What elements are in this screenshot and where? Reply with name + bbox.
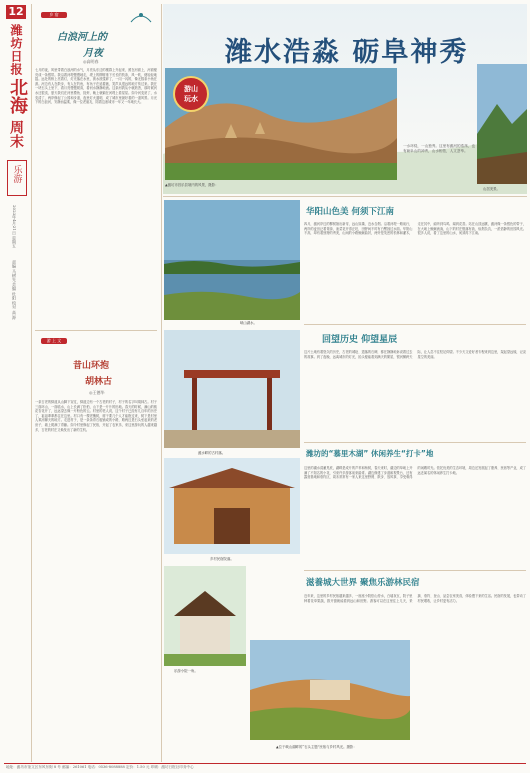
village-photo	[164, 330, 300, 448]
left-divider	[35, 330, 157, 331]
banner-divider	[163, 196, 527, 197]
section2-title: 回望历史 仰望星辰	[322, 335, 398, 345]
village-photo-image	[164, 330, 300, 448]
village-caption: 潍水畔的古村落。	[198, 451, 226, 455]
courtyard-photo	[164, 458, 300, 554]
column-box	[7, 160, 27, 196]
essay2-tag: 游 上 文	[41, 338, 67, 344]
section1-title: 华阳山色美 何须下江南	[306, 207, 394, 217]
section4-body: 近年来，这里的乡村民宿越来越多，一座座小院依山傍水，白墙灰瓦，院子里种着花草果蔬，推开窗就能看到远山和田野。游客可以在这里住上几天，采摘、垂钓、登山、品尝农家美食，体验慢下来的生活。民宿的发展，也带动了村民增收，让乡村更有活力。	[304, 594, 526, 603]
essay1-title-line1: 白浪河上的	[57, 32, 107, 43]
essay1-body: 七月的夜，风里带着白浪河的水气，月亮从东边的楼群上升起来，照在河面上，河面便亮成一条银带。我沿着河堤慢慢地走，堤上的柳树垂下长长的枝条，风一吹，便轻轻地摇。远处的桥上亮着灯，灯光落在水里，被水波揉碎了，一闪一闪的，像无数条小鱼在游。河边有人在散步，有人在钓鱼，有孩子在追着跑，笑声从很远的地方传过来。我在一块石头上坐下，看月亮慢慢爬高，看河水静静地流。这条河我从小就熟悉，那时候河水还很浅，夏天我们在河里摸鱼、捉虾，晚上就躺在河堤上看星星。如今河变宽了，水变清了，两岸修起了公园和步道，夜里灯火通明，成了城市里最好看的一道风景。月光下的白浪河，安静而温柔，像一位老朋友，陪着这座城市一年又一年地长大。	[35, 68, 157, 105]
farm-photo-image	[164, 566, 246, 666]
bottom-caption: ▲位于峡山湖畔的“石头主题”民宿与乡村风光。摄影：	[276, 745, 357, 749]
section1-body: 四月，潍河岸边的柳树抽出新芽，远山如黛，近水含烟。沿着河堤一路前行，两岸的麦田泛着青绿，油菜花开得正旺，田野间不时有白鹭掠过水面。华阳山不高，却有着独特的秀美，山间的小路蜿蜒曲折，两旁是茂密的松林和灌木，走在其中，能听到鸟鸣，闻到花香。站在山顶远眺，潍河像一条银色的带子，在大地上蜿蜒流淌，山下的村庄错落有致，炊烟袅袅，一派恬静的田园风光。很多人说，看了这里的山水，何须再下江南。	[304, 222, 526, 236]
badge	[173, 76, 209, 112]
masthead-divider	[31, 4, 32, 762]
mountain-photo	[477, 64, 527, 184]
section-week: 周末	[8, 120, 24, 148]
badge-line1: 游山	[184, 84, 198, 93]
masthead-strip	[0, 0, 30, 773]
bottom-photo-image	[250, 640, 410, 740]
page-number: 12	[8, 5, 24, 18]
footer-rule	[4, 763, 526, 764]
editor-line: 责编 马树先 美编 杜阳 校对 高 源	[12, 260, 17, 320]
essay2-body: 一条古老的驿道从山脚下穿过，驿道边有一个古老的村子，村子的名字叫胡林古。村子三面环山，一面临水，山上长满了松柏，山下是一片片的田地。春天的时候，满山的桃花杏花开了，远远望去像一片粉色的云。村里的老人说，这个村子已经有几百年的历史了，祖祖辈辈都住在这里。村口有一棵老槐树，树干要几个人才能抱过来，树下是村里人乘凉聊天的地方。走进村子，是一条条青石板铺成的小路，路两边是石头垒起来的老房子，墙上爬满了青藤。如今村里修起了民宿，开起了农家乐，来这里游玩的人越来越多，古老的村庄又焕发出了新的生机。	[35, 400, 157, 432]
headline-title: 潍水浩淼 砺阜神秀	[225, 37, 469, 68]
hero-caption: ▲潍坊市昌乐县境内的风景，摄影：	[165, 183, 219, 187]
courtyard-caption: 乡村民宿院落。	[210, 557, 234, 561]
bottom-photo	[250, 640, 410, 740]
badge-line2: 玩水	[184, 94, 198, 103]
column-name: 乐游	[11, 165, 22, 183]
page-number-box	[6, 5, 26, 19]
wetland-photo	[164, 200, 300, 320]
farm-caption: 乐游小院一角。	[174, 669, 198, 673]
section3-title: 潍坊的“慕里木湖” 休闲养生“打卡”地	[306, 449, 434, 458]
essay1-author: ◎高明春	[83, 59, 99, 64]
essay1-decor-icon	[129, 10, 153, 24]
mountain-caption: 山居美景。	[483, 187, 500, 191]
section3-divider	[304, 570, 526, 571]
essay1-tag: 乡 宿	[41, 12, 67, 18]
footer-line: 地址：潍坊市奎文区东风东街 8 号 邮编：261061 电话：0536-8088888 定价：1.50 元 印刷：潍坊日报社印务中心	[6, 765, 194, 769]
paper-name: 潍坊日报	[9, 24, 23, 76]
section2-divider	[304, 442, 526, 443]
wetland-caption: 峡山湖水。	[240, 321, 257, 325]
essay2-title-line2: 胡林古	[85, 377, 113, 387]
intro-text: 一水环绕，一山独秀。这里有潍河的浩荡，也有砺阜山的神秀，山水相依，人文荟萃。	[403, 144, 475, 153]
essay2-author: ◎王德华	[89, 390, 105, 395]
date-line: 2023年4月21日 星期五	[12, 205, 17, 249]
headline-banner	[163, 4, 527, 194]
essay1-title-line2: 月夜	[83, 48, 103, 59]
section4-title: 滋養城大世界 聚焦乐游林民宿	[306, 578, 420, 588]
section-brand: 北海	[7, 78, 28, 114]
section3-body: 这里的湖水清澈见底，湖畔是成片的芦苇和杨树，春天来时，湖边的草地上开满了不知名的小花，引来许多游客前来踏青。湖边修建了步道和观景台，还有露营基地和垂钓区，周末常常有一家人来这里野餐、散步、放风筝，享受难得的闲暇时光。依托优美的生态环境，周边还发展起了康养、民宿等产业，成了远近闻名的休闲养生打卡地。	[304, 466, 526, 480]
column-divider	[161, 4, 162, 762]
left-column	[33, 4, 159, 764]
courtyard-photo-image	[164, 458, 300, 554]
section1-divider	[304, 324, 526, 325]
mountain-photo-image	[477, 64, 527, 184]
section2-body: 这片土地有着悠久的历史，古老的城址、遗落的石碑，都在静静地诉说着过去的故事。到了夜晚，远离城市的灯光，抬头便能看到满天的繁星，银河横跨天际，让人忍不住驻足仰望。不少天文爱好者专程来到这里，架起望远镜，记录星空的美丽。	[304, 350, 526, 359]
essay2-title-line1: 昔山环抱	[73, 361, 110, 371]
farm-photo	[164, 566, 246, 666]
wetland-photo-image	[164, 200, 300, 320]
